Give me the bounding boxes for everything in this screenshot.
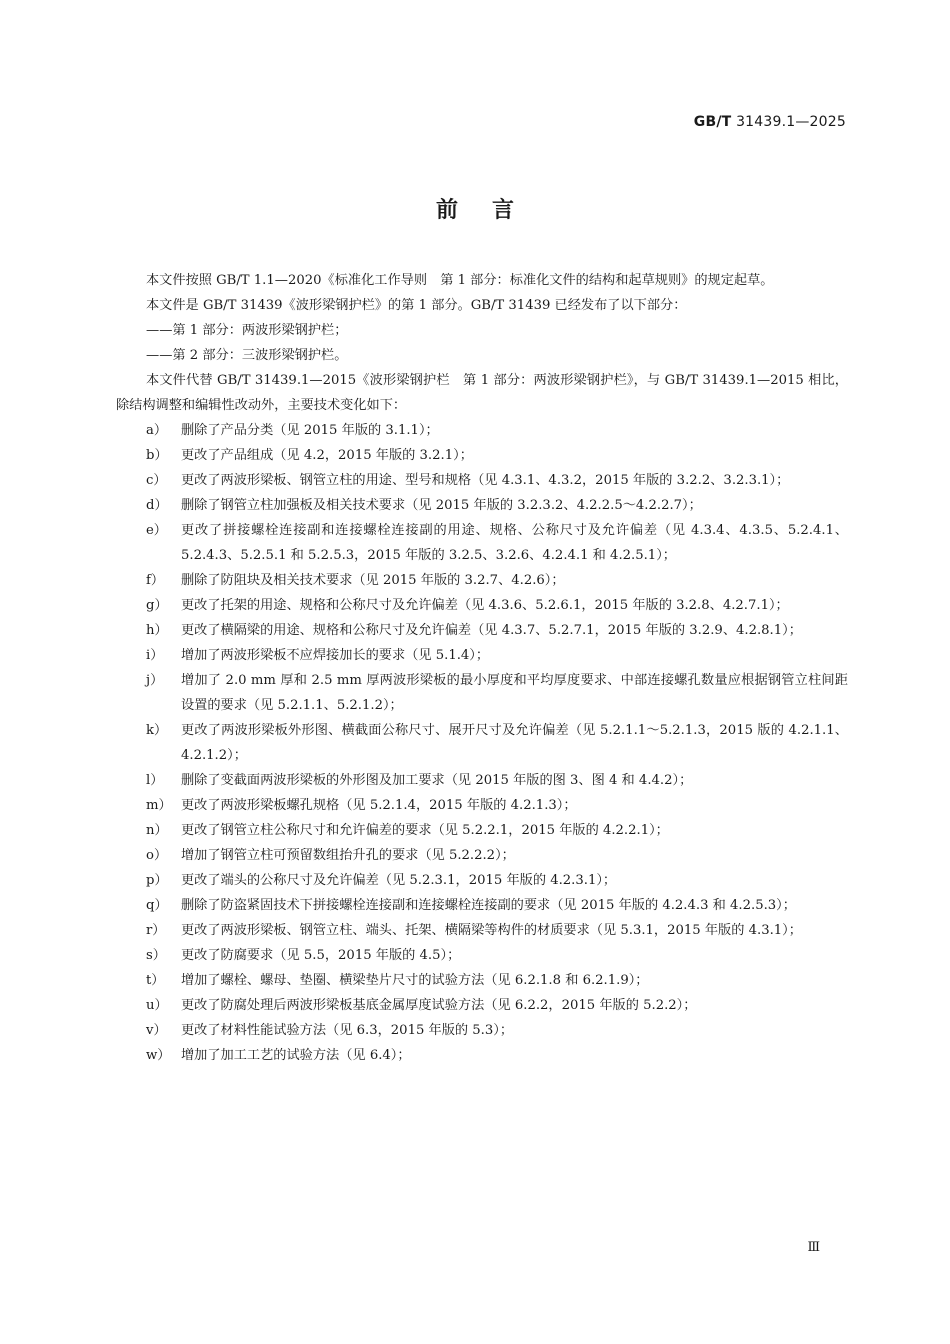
item-label: c）	[146, 473, 167, 488]
change-list-item	[116, 918, 848, 943]
change-list-item	[116, 618, 848, 643]
item-label: p）	[146, 873, 168, 888]
item-label: k）	[146, 723, 168, 738]
page-title: 前言	[435, 198, 548, 223]
item-text: 更改了两波形梁板、钢管立柱、端头、托架、横隔梁等构件的材质要求（见 5.3.1，2015 年版的 4.3.1）；	[181, 923, 802, 938]
change-list-item	[116, 768, 848, 793]
item-text: 增加了螺栓、螺母、垫圈、横梁垫片尺寸的试验方法（见 6.2.1.8 和 6.2.1.9）；	[181, 973, 649, 988]
item-label: f）	[146, 573, 165, 588]
item-text: 增加了钢管立柱可预留数组抬升孔的要求（见 5.2.2.2）；	[181, 848, 515, 863]
change-list-item	[116, 943, 848, 968]
item-text: 更改了端头的公称尺寸及允许偏差（见 5.2.3.1，2015 年版的 4.2.3.1）；	[181, 873, 617, 888]
standard-code: GB/T	[693, 114, 732, 130]
item-text: 更改了防腐处理后两波形梁板基底金属厚度试验方法（见 6.2.2，2015 年版的 5.2.2）；	[181, 998, 697, 1013]
item-label: a）	[146, 423, 168, 438]
change-list-item	[116, 1018, 848, 1043]
paragraph-drafting-rules: 本文件按照 GB/T 1.1—2020《标准化工作导则 第 1 部分：标准化文件的结构和起草规则》的规定起草。	[146, 273, 774, 288]
part-list-item: ——第 2 部分：三波形梁钢护栏。	[146, 348, 348, 363]
item-text: 删除了变截面两波形梁板的外形图及加工要求（见 2015 年版的图 3、图 4 和 4.4.2）；	[181, 773, 693, 788]
item-text: 更改了两波形梁板外形图、横截面公称尺寸、展开尺寸及允许偏差（见 5.2.1.1～5.2.1.3，2015 版的 4.2.1.1、4.2.1.2）；	[181, 723, 848, 763]
item-text: 删除了防盗紧固技术下拼接螺栓连接副和连接螺栓连接副的要求（见 2015 年版的 4.2.4.3 和 4.2.5.3）；	[181, 898, 796, 913]
item-text: 删除了钢管立柱加强板及相关技术要求（见 2015 年版的 3.2.3.2、4.2.2.5～4.2.2.7）；	[181, 498, 702, 513]
change-list-item	[116, 468, 848, 493]
standard-number	[694, 114, 846, 130]
item-label: j）	[146, 673, 164, 688]
change-list	[116, 418, 848, 1068]
paragraph-parts-intro: 本文件是 GB/T 31439《波形梁钢护栏》的第 1 部分。GB/T 31439 已经发布了以下部分：	[146, 298, 687, 313]
item-label: s）	[146, 948, 166, 963]
item-text: 增加了加工工艺的试验方法（见 6.4）；	[181, 1048, 411, 1063]
page-number: Ⅲ	[807, 1240, 820, 1255]
item-text: 增加了两波形梁板不应焊接加长的要求（见 5.1.4）；	[181, 648, 490, 663]
change-list-item	[116, 518, 848, 568]
item-label: e）	[146, 523, 167, 538]
change-list-item	[116, 568, 848, 593]
item-label: r）	[146, 923, 166, 938]
item-label: g）	[146, 598, 168, 613]
change-list-item	[116, 1043, 848, 1068]
item-text: 增加了 2.0 mm 厚和 2.5 mm 厚两波形梁板的最小厚度和平均厚度要求、中部连接螺孔数量应根据钢管立柱间距设置的要求（见 5.2.1.1、5.2.1.2）；	[181, 673, 848, 713]
item-label: w）	[146, 1048, 171, 1063]
item-text: 更改了两波形梁板螺孔规格（见 5.2.1.4，2015 年版的 4.2.1.3）；	[181, 798, 577, 813]
item-text: 更改了横隔梁的用途、规格和公称尺寸及允许偏差（见 4.3.7、5.2.7.1，2015 年版的 3.2.9、4.2.8.1）；	[181, 623, 802, 638]
item-label: q）	[146, 898, 168, 913]
change-list-item	[116, 643, 848, 668]
item-label: n）	[146, 823, 168, 838]
change-list-item	[116, 593, 848, 618]
change-list-item	[116, 793, 848, 818]
change-list-item	[116, 993, 848, 1018]
change-list-item	[116, 968, 848, 993]
change-list-item	[116, 868, 848, 893]
item-label: u）	[146, 998, 168, 1013]
item-text: 更改了两波形梁板、钢管立柱的用途、型号和规格（见 4.3.1、4.3.2，2015 年版的 3.2.2、3.2.3.1）；	[181, 473, 790, 488]
item-label: v）	[146, 1023, 167, 1038]
standard-serial: 31439.1—2025	[736, 114, 846, 130]
item-label: d）	[146, 498, 168, 513]
item-text: 更改了托架的用途、规格和公称尺寸及允许偏差（见 4.3.6、5.2.6.1，2015 年版的 3.2.8、4.2.7.1）；	[181, 598, 789, 613]
change-list-item	[116, 718, 848, 768]
item-text: 删除了防阻块及相关技术要求（见 2015 年版的 3.2.7、4.2.6）；	[181, 573, 565, 588]
part-list-item: ——第 1 部分：两波形梁钢护栏；	[146, 323, 348, 338]
item-label: o）	[146, 848, 168, 863]
change-list-item	[116, 443, 848, 468]
item-label: h）	[146, 623, 168, 638]
item-text: 更改了防腐要求（见 5.5，2015 年版的 4.5）；	[181, 948, 461, 963]
item-label: l）	[146, 773, 164, 788]
item-text: 更改了材料性能试验方法（见 6.3，2015 年版的 5.3）；	[181, 1023, 514, 1038]
item-label: t）	[146, 973, 165, 988]
item-text: 更改了产品组成（见 4.2，2015 年版的 3.2.1）；	[181, 448, 473, 463]
change-list-item	[116, 668, 848, 718]
item-text: 更改了钢管立柱公称尺寸和允许偏差的要求（见 5.2.2.1，2015 年版的 4.2.2.1）；	[181, 823, 669, 838]
item-label: b）	[146, 448, 168, 463]
item-label: i）	[146, 648, 164, 663]
item-label: m）	[146, 798, 172, 813]
change-list-item	[116, 893, 848, 918]
document-body	[116, 268, 848, 1068]
change-list-item	[116, 418, 848, 443]
paragraph-replacement: 本文件代替 GB/T 31439.1—2015《波形梁钢护栏 第 1 部分：两波形梁钢护栏》，与 GB/T 31439.1—2015 相比，除结构调整和编辑性改动外，主要技术变化如下：	[116, 373, 848, 413]
change-list-item	[116, 843, 848, 868]
change-list-item	[116, 493, 848, 518]
item-text: 删除了产品分类（见 2015 年版的 3.1.1）；	[181, 423, 439, 438]
change-list-item	[116, 818, 848, 843]
item-text: 更改了拼接螺栓连接副和连接螺栓连接副的用途、规格、公称尺寸及允许偏差（见 4.3.4、4.3.5、5.2.4.1、5.2.4.3、5.2.5.1 和 5.2.5.3，2015 年版的 3.2.5、3.2.6、4.2.4.1 和 4.2.5.1）；	[181, 523, 848, 563]
